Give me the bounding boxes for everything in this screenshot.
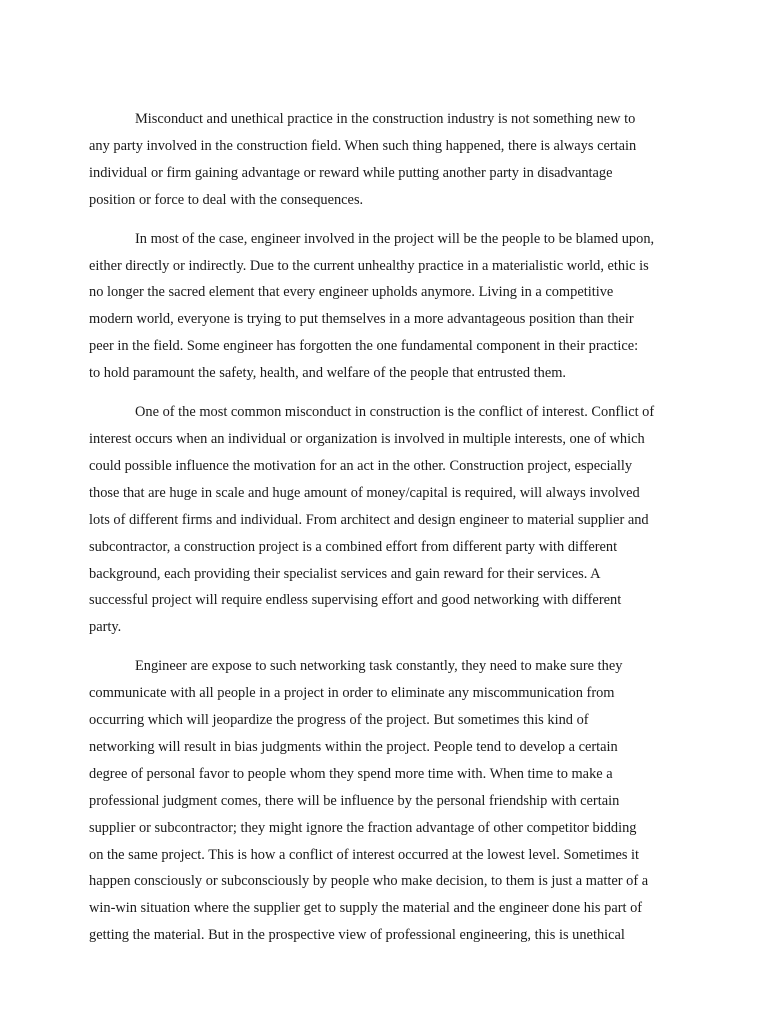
text-line: getting the material. But in the prospective view of professional engineering, this is unethical	[89, 927, 625, 944]
text-line: Misconduct and unethical practice in the construction industry is not something new to	[135, 111, 636, 127]
text-line: win-win situation where the supplier get to supply the material and the engineer done his part of	[89, 900, 643, 917]
text-line: either directly or indirectly. Due to the current unhealthy practice in a materialistic world, ethic is	[89, 257, 649, 274]
text-line: Engineer are expose to such networking task constantly, they need to make sure they	[135, 658, 623, 675]
text-line: supplier or subcontractor; they might ignore the fraction advantage of other competitor bidding	[89, 819, 637, 836]
paragraph-4	[89, 653, 689, 949]
text-line: on the same project. This is how a conflict of interest occurred at the lowest level. Sometimes it	[89, 846, 640, 863]
text-line: happen consciously or subconsciously by people who make decision, to them is just a matter of a	[89, 873, 649, 890]
text-line: those that are huge in scale and huge amount of money/capital is required, will always involved	[89, 484, 640, 501]
text-line: successful project will require endless supervising effort and good networking with different	[89, 592, 622, 609]
document-body	[89, 106, 689, 961]
paragraph-1	[89, 106, 689, 214]
text-line: One of the most common misconduct in construction is the conflict of interest. Conflict of	[135, 404, 655, 421]
text-line: interest occurs when an individual or organization is involved in multiple interests, one of which	[89, 430, 645, 447]
text-line: any party involved in the construction field. When such thing happened, there is always certain	[89, 137, 637, 154]
text-line: In most of the case, engineer involved in the project will be the people to be blamed upon,	[135, 230, 655, 247]
text-line: networking will result in bias judgments within the project. People tend to develop a certain	[89, 738, 618, 755]
text-line: professional judgment comes, there will be influence by the personal friendship with certain	[89, 792, 620, 809]
text-line: no longer the sacred element that every engineer upholds anymore. Living in a competitive	[89, 284, 614, 301]
text-line: lots of different firms and individual. From architect and design engineer to material supplier and	[89, 511, 649, 528]
text-line: peer in the field. Some engineer has forgotten the one fundamental component in their practice:	[89, 338, 639, 355]
text-line: background, each providing their specialist services and gain reward for their services. A	[89, 565, 601, 582]
text-line: to hold paramount the safety, health, and welfare of the people that entrusted them.	[89, 365, 566, 382]
text-line: subcontractor, a construction project is a combined effort from different party with different	[89, 538, 618, 555]
paragraph-3	[89, 399, 689, 641]
paragraph-2	[89, 226, 689, 387]
text-line: individual or firm gaining advantage or reward while putting another party in disadvantage	[89, 164, 613, 181]
text-line: degree of personal favor to people whom they spend more time with. When time to make a	[89, 765, 613, 782]
text-line: party.	[89, 619, 122, 636]
text-line: position or force to deal with the consequences.	[89, 191, 364, 208]
text-line: could possible influence the motivation for an act in the other. Construction project, especially	[89, 457, 633, 474]
text-line: modern world, everyone is trying to put themselves in a more advantageous position than their	[89, 311, 634, 328]
text-line: occurring which will jeopardize the progress of the project. But sometimes this kind of	[89, 712, 589, 729]
text-line: communicate with all people in a project in order to eliminate any miscommunication from	[89, 685, 615, 702]
